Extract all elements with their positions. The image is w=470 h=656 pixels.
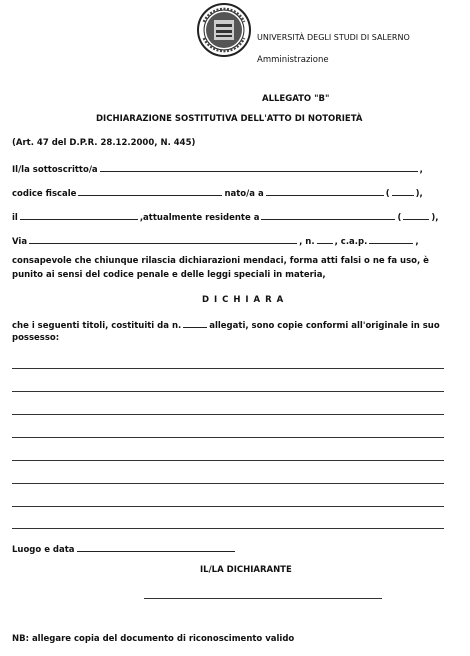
birthdate-field[interactable] xyxy=(20,210,138,220)
signature-line[interactable] xyxy=(144,598,382,599)
sottoscritto-label: Il/la sottoscritto/a xyxy=(12,165,98,175)
cap-field[interactable] xyxy=(369,234,413,244)
residence-province-field[interactable] xyxy=(403,210,429,220)
birth-province-field[interactable] xyxy=(392,186,414,196)
university-name: UNIVERSITÀ DEGLI STUDI DI SALERNO xyxy=(257,33,410,42)
titoli-text-part2: allegati, sono copie conformi all'originale in suo xyxy=(209,321,440,331)
title-line-3[interactable] xyxy=(12,414,444,415)
title-line-6[interactable] xyxy=(12,483,444,484)
codice-fiscale-field[interactable] xyxy=(78,186,222,196)
consapevole-text: consapevole che chiunque rilascia dichiarazioni mendaci, forma atti falsi o ne fa uso, è xyxy=(12,256,429,266)
law-reference: (Art. 47 del D.P.R. 28.12.2000, N. 445) xyxy=(12,138,196,148)
close-paren: ), xyxy=(415,189,423,199)
comma: , xyxy=(334,237,338,247)
cap-label: c.a.p. xyxy=(340,237,368,247)
row-luogo xyxy=(12,542,237,555)
university-seal-icon xyxy=(196,2,252,58)
name-field[interactable] xyxy=(100,162,418,172)
street-field[interactable] xyxy=(29,234,297,244)
n-label: n. xyxy=(305,237,315,247)
comma: , xyxy=(299,237,303,247)
row-via xyxy=(12,234,419,247)
row-residenza xyxy=(12,210,438,223)
title-line-7[interactable] xyxy=(12,506,444,507)
dichiara-heading: D I C H I A R A xyxy=(202,295,285,305)
title-line-8[interactable] xyxy=(12,528,444,529)
luogo-data-field[interactable] xyxy=(77,542,235,552)
punito-text: punito ai sensi del codice penale e delle leggi speciali in materia, xyxy=(12,270,326,280)
row-codice-fiscale xyxy=(12,186,423,199)
street-number-field[interactable] xyxy=(317,234,333,244)
residence-city-field[interactable] xyxy=(261,210,395,220)
titoli-text-part1: che i seguenti titoli, costituiti da n. xyxy=(12,321,182,331)
open-paren: ( xyxy=(397,213,402,223)
comma: , xyxy=(419,165,423,175)
dichiarante-label: IL/LA DICHIARANTE xyxy=(200,565,292,575)
nato-label: nato/a a xyxy=(224,189,264,199)
close-paren: ), xyxy=(431,213,439,223)
title-line-1[interactable] xyxy=(12,368,444,369)
codice-fiscale-label: codice fiscale xyxy=(12,189,77,199)
possesso-text: possesso: xyxy=(12,333,60,343)
birthplace-field[interactable] xyxy=(266,186,384,196)
row-sottoscritto xyxy=(12,162,423,175)
allegati-count-field[interactable] xyxy=(183,318,207,328)
via-label: Via xyxy=(12,237,28,247)
allegato-label: ALLEGATO "B" xyxy=(262,94,330,104)
il-label: il xyxy=(12,213,18,223)
nb-note: NB: allegare copia del documento di riconoscimento valido xyxy=(12,634,295,644)
department-name: Amministrazione xyxy=(257,55,329,65)
luogo-label: Luogo e data xyxy=(12,545,75,555)
open-paren: ( xyxy=(385,189,390,199)
title-line-5[interactable] xyxy=(12,460,444,461)
title-line-4[interactable] xyxy=(12,437,444,438)
title-line-2[interactable] xyxy=(12,391,444,392)
titoli-text xyxy=(12,318,440,331)
residente-label: ,attualmente residente a xyxy=(139,213,260,223)
document-title: DICHIARAZIONE SOSTITUTIVA DELL'ATTO DI NOTORIETÀ xyxy=(96,114,363,124)
comma: , xyxy=(415,237,419,247)
